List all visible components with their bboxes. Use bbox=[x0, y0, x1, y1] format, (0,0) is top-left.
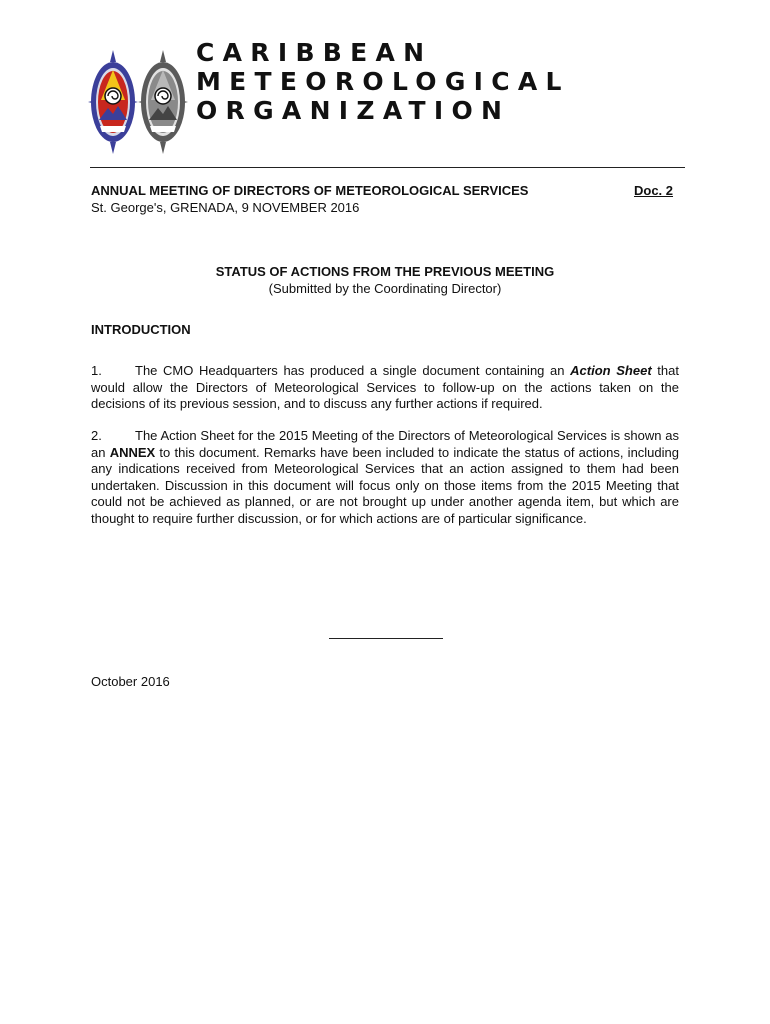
document-title: STATUS OF ACTIONS FROM THE PREVIOUS MEETING bbox=[215, 264, 555, 279]
paragraph-text: The CMO Headquarters has produced a single document containing an bbox=[135, 363, 571, 378]
header-divider bbox=[90, 167, 685, 168]
org-name-line: METEOROLOGICAL bbox=[196, 67, 570, 96]
meeting-title: ANNUAL MEETING OF DIRECTORS OF METEOROLOGICAL SERVICES bbox=[91, 183, 529, 198]
cmo-logos bbox=[88, 50, 188, 154]
paragraph-text: that would allow the Directors of Meteorological Services to follow-up on the actions taken on the decisions of its previous session, and to discuss any further actions if required. bbox=[91, 363, 679, 411]
document-number: Doc. 2 bbox=[634, 183, 674, 198]
paragraph-text: The Action Sheet for the 2015 Meeting of the Directors of Meteorological Services is shown as an bbox=[91, 428, 679, 460]
cmo-color-emblem bbox=[88, 50, 138, 154]
end-divider bbox=[329, 638, 443, 639]
paragraph-number: 1. bbox=[91, 363, 102, 378]
document-date: October 2016 bbox=[91, 674, 170, 689]
org-name-line: ORGANIZATION bbox=[196, 96, 511, 125]
document-subtitle: (Submitted by the Coordinating Director) bbox=[268, 281, 502, 296]
organization-name bbox=[196, 38, 570, 125]
paragraph-2 bbox=[91, 428, 679, 527]
paragraph-text: to this document. Remarks have been included to indicate the status of actions, including any indications received from Meteorological Services that an action assigned to them had been undertaken. Discussion in this document will focus only on those items from the 2015 Meeting that could not be achieved as planned, or are not brought up under another agenda item, but which are thought to require further discussion, or for which actions are of particular significance. bbox=[91, 444, 679, 526]
section-heading: INTRODUCTION bbox=[91, 322, 191, 337]
paragraph-1 bbox=[91, 363, 679, 413]
cmo-emblem-logos bbox=[88, 50, 188, 154]
meeting-place-date: St. George's, GRENADA, 9 NOVEMBER 2016 bbox=[91, 200, 360, 215]
cmo-grey-emblem bbox=[138, 50, 188, 154]
paragraph-number: 2. bbox=[91, 428, 102, 443]
paragraph-emphasis: Action Sheet bbox=[570, 363, 652, 378]
org-name-line: CARIBBEAN bbox=[196, 38, 433, 67]
paragraph-emphasis: ANNEX bbox=[109, 444, 156, 460]
